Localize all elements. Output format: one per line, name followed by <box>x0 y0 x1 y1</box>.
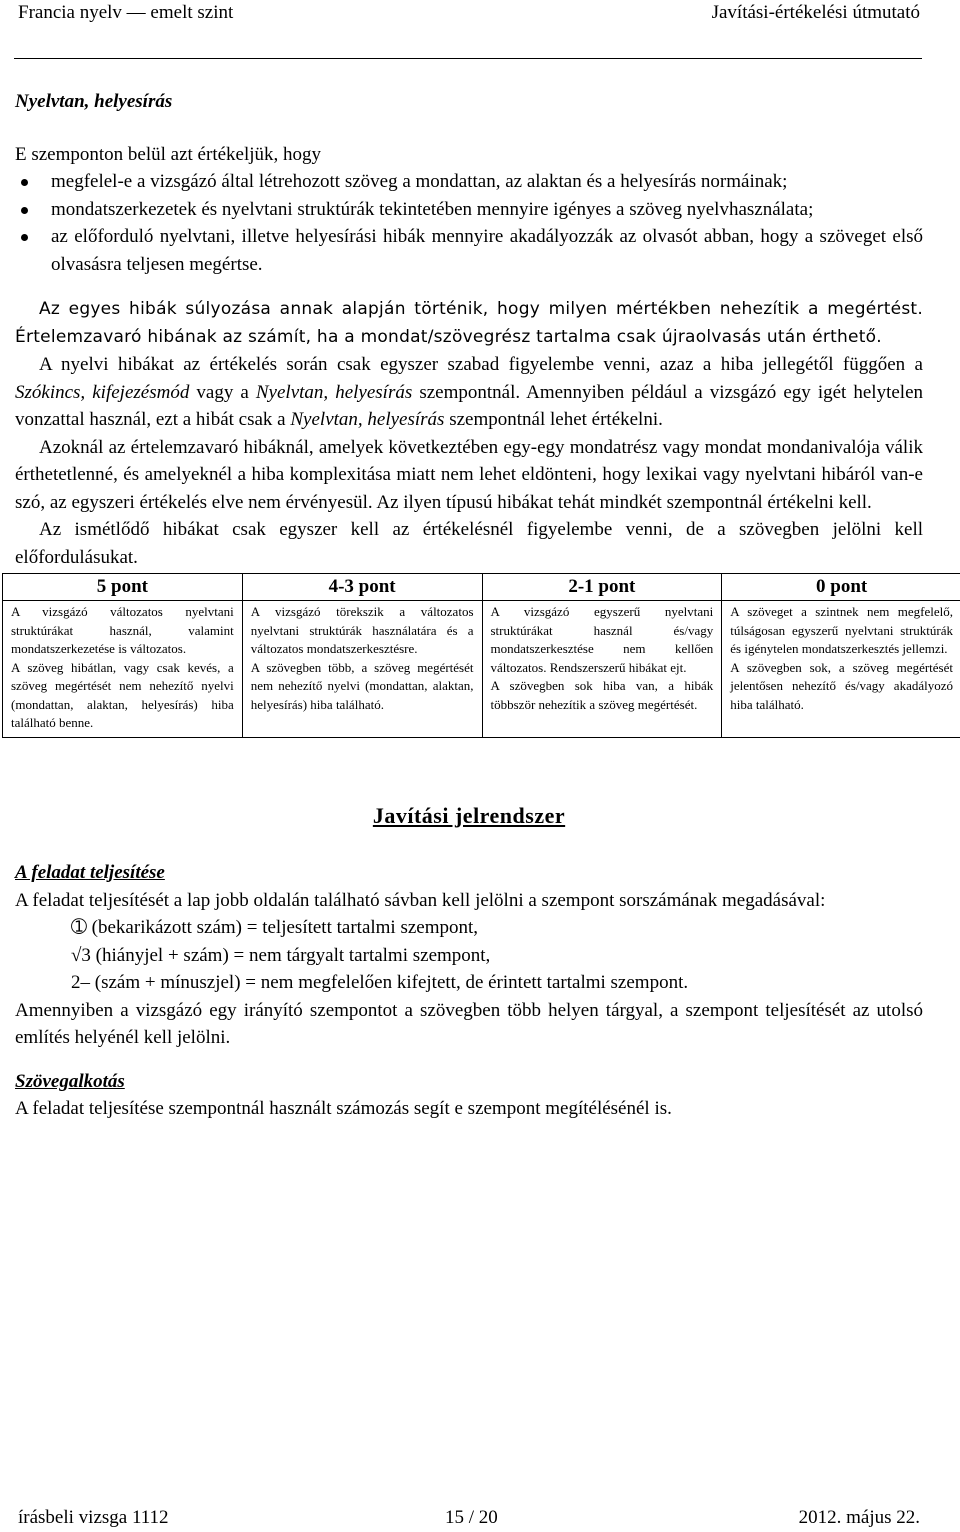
footer-date: 2012. május 22. <box>798 1507 920 1528</box>
page-number: 15 / 20 <box>445 1507 498 1528</box>
bullet-icon <box>21 234 28 241</box>
subheading-text-creation: Szövegalkotás <box>15 1070 125 1092</box>
paragraph-ambiguous-errors: Azoknál az értelemzavaró hibáknál, amelyek következtében egy-egy mondatrész vagy mondat mondanivalója válik érthetetlenné, és amelyeknél a hiba komplexitása miatt nem lehet eldönteni, hogy lexikai vagy nyelvtani hibáról van-e szó, az egyszeri értékelés elve nem érvényesül. Az ilyen típusú hibákat tehát mindkét szempontnál értékelni kell. <box>15 436 923 513</box>
table-header: 2-1 pont <box>482 574 722 601</box>
table-header: 4-3 pont <box>242 574 482 601</box>
paragraph-repeated-errors: Az ismétlődő hibákat csak egyszer kell az értékelésnél figyelembe venni, de a szövegben jelölni kell előfordulásukat. <box>15 519 923 568</box>
page-header <box>18 0 920 30</box>
symbol-line: 2– (szám + mínuszjel) = nem megfelelően kifejtett, de érintett tartalmi szempont. <box>71 972 689 993</box>
symbol-line: √3 (hiányjel + szám) = nem tárgyalt tartalmi szempont, <box>71 944 491 966</box>
paragraph-numbering: A feladat teljesítése szempontnál használt számozás segít e szempont megítélésénél is. <box>15 1098 672 1119</box>
footer-exam-id: írásbeli vizsga 1112 <box>18 1507 169 1528</box>
section-intro: E szemponton belül azt értékeljük, hogy <box>15 143 322 165</box>
paragraph-marking: A feladat teljesítését a lap jobb oldalán található sávban kell jelölni a szempont sorszámának megadásával: <box>15 889 826 911</box>
table-cell: A vizsgázó egyszerű nyelvtani struktúrákat használ és/vagy mondatszerkesztése nem kellően változatos. Rendszerszerű hibákat ejt. A szövegben sok hiba van, a hibák többször nehezítik a szöveg megértését. <box>482 601 722 738</box>
bullet-icon <box>21 207 28 214</box>
table-header: 5 pont <box>3 574 243 601</box>
list-item: mondatszerkezetek és nyelvtani struktúrák tekintetében mennyire igényes a szöveg nyelvhasználata; <box>15 196 923 224</box>
paragraph-weighting: Az egyes hibák súlyozása annak alapján történik, hogy milyen mértékben nehezítik a megértést. Értelemzavaró hibának az számít, ha a mondat/szövegrész tartalma csak újraolvasás után érthető. <box>15 299 923 347</box>
symbol-line: ➀ (bekarikázott szám) = teljesített tartalmi szempont, <box>71 917 479 938</box>
score-table <box>2 573 960 738</box>
table-header-row <box>3 574 960 601</box>
subheading-task-completion: A feladat teljesítése <box>15 862 165 883</box>
paragraph-single-eval: A nyelvi hibákat az értékelés során csak egyszer szabad figyelembe venni, azaz a hiba jellegétől függően a Szókincs, kifejezésmód vagy a Nyelvtan, helyesírás szempontnál. Amennyiben például a vizsgázó egy igét helytelen vonzattal használ, ezt a hibát csak a Nyelvtan, helyesírás szempontnál lehet értékelni. <box>15 354 924 430</box>
table-cell: A vizsgázó törekszik a változatos nyelvtani struktúrák használatára és a változatos mondatszerkesztésre. A szövegben több, a szöveg megértését nem nehezítő nyelvi (mondattan, alaktan, helyesírás) hiba található. <box>242 601 482 738</box>
table-row <box>3 601 960 738</box>
criteria-list <box>15 168 923 278</box>
bullet-icon <box>21 179 28 186</box>
list-item: az előforduló nyelvtani, illetve helyesírási hibák mennyire akadályozzák az olvasót abban, hogy a szöveget első olvasásra teljesen megértse. <box>15 223 923 278</box>
list-item: megfelel-e a vizsgázó által létrehozott szöveg a mondattan, az alaktan és a helyesírás normáinak; <box>15 168 923 196</box>
paragraph-last-mention: Amennyiben a vizsgázó egy irányító szempontot a szövegben több helyen tárgyal, a szempont teljesítését az utolsó említés helyénél kell jelölni. <box>15 999 923 1048</box>
section-title: Nyelvtan, helyesírás <box>15 91 173 112</box>
marking-system-title: Javítási jelrendszer <box>372 802 566 828</box>
table-cell: A vizsgázó változatos nyelvtani struktúrákat használ, valamint mondatszerkezetése is változatos. A szöveg hibátlan, vagy csak kevés, a szöveg megértését nem nehezítő nyelvi (mondattan, alaktan, helyesírás) hiba található benne. <box>3 601 243 738</box>
header-right: Javítási-értékelési útmutató <box>711 2 920 23</box>
main-content <box>11 88 953 1123</box>
header-left: Francia nyelv — emelt szint <box>18 2 234 23</box>
table-cell: A szöveget a szintnek nem megfelelő, túlságosan egyszerű nyelvtani struktúrák és igénytelen mondatszerkesztés jellemzi. A szövegben sok, a szöveg megértését jelentősen nehezítő és/vagy akadályozó hiba található. <box>722 601 960 738</box>
header-rule <box>14 58 922 59</box>
table-header: 0 pont <box>722 574 960 601</box>
